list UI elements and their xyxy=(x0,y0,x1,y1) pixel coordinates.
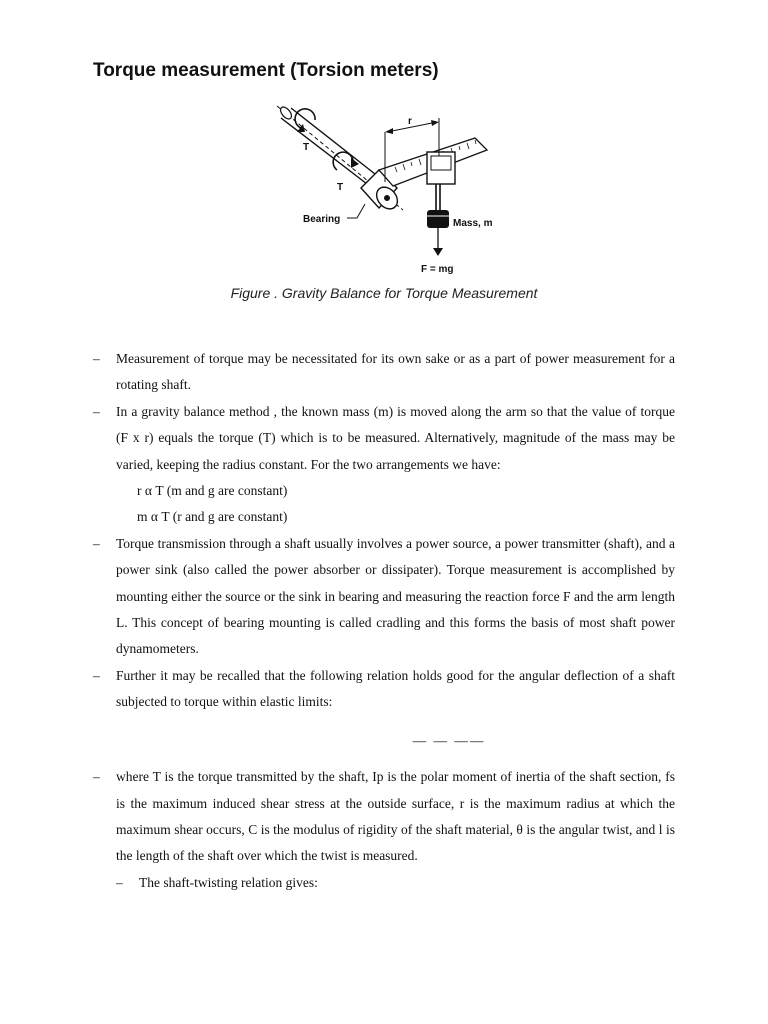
mass-label: Mass, m xyxy=(453,218,493,229)
torque-arrowhead-lower xyxy=(351,158,359,168)
gravity-balance-figure xyxy=(275,100,505,280)
bullet-dash: – xyxy=(93,667,100,683)
bullet-dash: – xyxy=(116,874,123,890)
sub-bullet-text: The shaft-twisting relation gives: xyxy=(139,874,318,890)
sub-bullet-item xyxy=(116,870,675,896)
force-arrowhead xyxy=(433,248,443,256)
bullet-item xyxy=(93,663,675,716)
bullet-text: Measurement of torque may be necessitated for its own sake or as a part of power measurement for a rotating shaft. xyxy=(116,351,675,393)
radius-label: r xyxy=(408,116,412,127)
bullet-item xyxy=(93,399,675,478)
bullet-item xyxy=(93,531,675,663)
bearing-label: Bearing xyxy=(303,214,341,225)
bullet-text: Further it may be recalled that the following relation holds good for the angular deflection of a shaft subjected to torque within elastic limits: xyxy=(116,667,675,710)
torque-label-upper: T xyxy=(303,142,310,153)
gravity-balance-diagram xyxy=(275,100,505,280)
r-dimension-line xyxy=(387,122,437,132)
bullet-dash: – xyxy=(93,769,100,785)
bullet-dash: – xyxy=(93,403,100,419)
relation-line: r α T (m and g are constant) xyxy=(137,483,288,499)
bullet-text: Torque transmission through a shaft usually involves a power source, a power transmitter (shaft), and a power sink (also called the power absorber or dissipater). Torque measurement is accomplished by mounting either the source or the sink in bearing and measuring the reaction force F and the arm length L. This concept of bearing mounting is called cradling and this forms the basis of most shaft power dynamometers. xyxy=(116,535,675,657)
equation-placeholder: — — —— xyxy=(412,732,486,748)
bullet-dash: – xyxy=(93,535,100,551)
rider-window xyxy=(431,156,451,170)
relation-line: m α T (r and g are constant) xyxy=(137,509,288,525)
torque-label-lower: T xyxy=(337,182,344,193)
r-arrowhead-left xyxy=(385,128,393,134)
bearing-leader xyxy=(347,204,365,218)
bullet-item xyxy=(93,346,675,399)
force-label: F = mg xyxy=(421,264,454,275)
bullet-item xyxy=(93,764,675,870)
bullet-text: In a gravity balance method , the known mass (m) is moved along the arm so that the value of torque (F x r) equals the torque (T) which is to be measured. Alternatively, magnitude of the mass may be varied, keeping the radius constant. For the two arrangements we have: xyxy=(116,403,675,472)
page-title: Torque measurement (Torsion meters) xyxy=(93,60,439,81)
bullet-dash: – xyxy=(93,351,100,366)
body-text xyxy=(93,346,675,896)
bullet-text: where T is the torque transmitted by the shaft, Ip is the polar moment of inertia of the shaft section, fs is the maximum induced shear stress at the outside surface, r is the maximum radius at which the maximum shear occurs, C is the modulus of rigidity of the shaft material, θ is the angular twist, and l is the length of the shaft over which the twist is measured. xyxy=(116,769,675,864)
bearing-hub xyxy=(384,195,390,201)
shaft-edge-upper xyxy=(281,118,367,184)
mass-block xyxy=(427,210,449,228)
r-arrowhead-right xyxy=(431,120,439,126)
figure-caption: Figure . Gravity Balance for Torque Measurement xyxy=(230,285,538,301)
